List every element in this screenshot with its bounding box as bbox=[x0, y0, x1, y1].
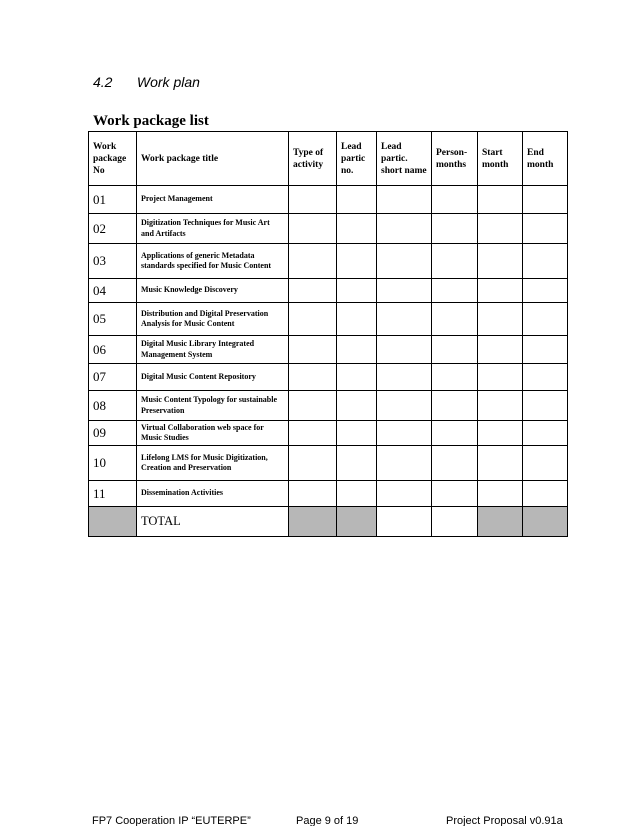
end-cell bbox=[523, 391, 568, 421]
lead-short-cell bbox=[377, 364, 432, 391]
start-cell bbox=[478, 186, 523, 214]
header-lead-short: Lead partic. short name bbox=[377, 132, 432, 186]
start-cell bbox=[478, 279, 523, 303]
wp-title: Digitization Techniques for Music Art and Artifacts bbox=[137, 214, 289, 244]
lead-cell bbox=[337, 391, 377, 421]
header-person-months: Person-months bbox=[432, 132, 478, 186]
table-row bbox=[89, 364, 568, 391]
wp-number: 06 bbox=[89, 336, 137, 364]
type-cell bbox=[289, 186, 337, 214]
type-cell bbox=[289, 303, 337, 336]
header-wp-no: Work package No bbox=[89, 132, 137, 186]
end-cell bbox=[523, 336, 568, 364]
wp-number: 11 bbox=[89, 481, 137, 507]
wp-title: Music Content Typology for sustainable Preservation bbox=[137, 391, 289, 421]
start-cell bbox=[478, 303, 523, 336]
total-person-months-cell bbox=[432, 507, 478, 537]
header-type: Type of activity bbox=[289, 132, 337, 186]
lead-short-cell bbox=[377, 421, 432, 446]
wp-title: Music Knowledge Discovery bbox=[137, 279, 289, 303]
total-end-cell bbox=[523, 507, 568, 537]
person-months-cell bbox=[432, 364, 478, 391]
table-row bbox=[89, 244, 568, 279]
wp-number: 04 bbox=[89, 279, 137, 303]
type-cell bbox=[289, 279, 337, 303]
work-package-table bbox=[88, 131, 568, 537]
type-cell bbox=[289, 364, 337, 391]
wp-number: 08 bbox=[89, 391, 137, 421]
end-cell bbox=[523, 186, 568, 214]
person-months-cell bbox=[432, 421, 478, 446]
footer-page-number: Page 9 of 19 bbox=[296, 815, 359, 826]
lead-short-cell bbox=[377, 336, 432, 364]
header-lead: Lead partic no. bbox=[337, 132, 377, 186]
person-months-cell bbox=[432, 391, 478, 421]
lead-short-cell bbox=[377, 279, 432, 303]
total-start-cell bbox=[478, 507, 523, 537]
table-row bbox=[89, 303, 568, 336]
wp-number: 10 bbox=[89, 446, 137, 481]
type-cell bbox=[289, 391, 337, 421]
person-months-cell bbox=[432, 214, 478, 244]
total-type-cell bbox=[289, 507, 337, 537]
end-cell bbox=[523, 446, 568, 481]
footer-project: FP7 Cooperation IP “EUTERPE” bbox=[92, 815, 251, 826]
end-cell bbox=[523, 244, 568, 279]
header-start: Start month bbox=[478, 132, 523, 186]
type-cell bbox=[289, 481, 337, 507]
type-cell bbox=[289, 336, 337, 364]
table-row bbox=[89, 186, 568, 214]
table-row bbox=[89, 421, 568, 446]
type-cell bbox=[289, 421, 337, 446]
lead-cell bbox=[337, 446, 377, 481]
lead-cell bbox=[337, 214, 377, 244]
wp-title: Digital Music Library Integrated Management System bbox=[137, 336, 289, 364]
wp-number: 07 bbox=[89, 364, 137, 391]
wp-title: Digital Music Content Repository bbox=[137, 364, 289, 391]
lead-cell bbox=[337, 421, 377, 446]
total-lead-short-cell bbox=[377, 507, 432, 537]
wp-number: 01 bbox=[89, 186, 137, 214]
wp-title: Project Management bbox=[137, 186, 289, 214]
type-cell bbox=[289, 446, 337, 481]
lead-short-cell bbox=[377, 186, 432, 214]
table-row bbox=[89, 279, 568, 303]
start-cell bbox=[478, 214, 523, 244]
table-row bbox=[89, 446, 568, 481]
end-cell bbox=[523, 421, 568, 446]
lead-cell bbox=[337, 303, 377, 336]
section-title: Work plan bbox=[136, 74, 200, 90]
lead-cell bbox=[337, 364, 377, 391]
person-months-cell bbox=[432, 279, 478, 303]
lead-short-cell bbox=[377, 244, 432, 279]
wp-title: Dissemination Activities bbox=[137, 481, 289, 507]
person-months-cell bbox=[432, 244, 478, 279]
lead-short-cell bbox=[377, 303, 432, 336]
end-cell bbox=[523, 364, 568, 391]
person-months-cell bbox=[432, 481, 478, 507]
table-row bbox=[89, 214, 568, 244]
wp-title: Applications of generic Metadata standards specified for Music Content bbox=[137, 244, 289, 279]
table-row bbox=[89, 336, 568, 364]
section-number: 4.2 bbox=[93, 74, 113, 90]
page-footer bbox=[0, 808, 638, 826]
person-months-cell bbox=[432, 336, 478, 364]
end-cell bbox=[523, 303, 568, 336]
start-cell bbox=[478, 364, 523, 391]
wp-title: Distribution and Digital Preservation Analysis for Music Content bbox=[137, 303, 289, 336]
person-months-cell bbox=[432, 303, 478, 336]
end-cell bbox=[523, 214, 568, 244]
start-cell bbox=[478, 421, 523, 446]
lead-cell bbox=[337, 279, 377, 303]
end-cell bbox=[523, 481, 568, 507]
wp-number: 09 bbox=[89, 421, 137, 446]
lead-cell bbox=[337, 481, 377, 507]
start-cell bbox=[478, 481, 523, 507]
person-months-cell bbox=[432, 446, 478, 481]
total-label: TOTAL bbox=[137, 507, 289, 537]
section-heading bbox=[93, 74, 200, 90]
start-cell bbox=[478, 446, 523, 481]
lead-cell bbox=[337, 186, 377, 214]
total-row bbox=[89, 507, 568, 537]
lead-cell bbox=[337, 336, 377, 364]
type-cell bbox=[289, 214, 337, 244]
end-cell bbox=[523, 279, 568, 303]
lead-short-cell bbox=[377, 481, 432, 507]
header-row bbox=[89, 132, 568, 186]
header-end: End month bbox=[523, 132, 568, 186]
wp-number: 03 bbox=[89, 244, 137, 279]
footer-version: Project Proposal v0.91a bbox=[446, 815, 563, 826]
table-row bbox=[89, 391, 568, 421]
start-cell bbox=[478, 336, 523, 364]
lead-cell bbox=[337, 244, 377, 279]
table-row bbox=[89, 481, 568, 507]
header-wp-title: Work package title bbox=[137, 132, 289, 186]
start-cell bbox=[478, 244, 523, 279]
start-cell bbox=[478, 391, 523, 421]
wp-title: Lifelong LMS for Music Digitization, Creation and Preservation bbox=[137, 446, 289, 481]
person-months-cell bbox=[432, 186, 478, 214]
table-title: Work package list bbox=[93, 113, 209, 129]
type-cell bbox=[289, 244, 337, 279]
lead-short-cell bbox=[377, 391, 432, 421]
lead-short-cell bbox=[377, 214, 432, 244]
total-shaded-cell bbox=[89, 507, 137, 537]
total-lead-cell bbox=[337, 507, 377, 537]
wp-number: 02 bbox=[89, 214, 137, 244]
wp-number: 05 bbox=[89, 303, 137, 336]
wp-title: Virtual Collaboration web space for Music Studies bbox=[137, 421, 289, 446]
lead-short-cell bbox=[377, 446, 432, 481]
